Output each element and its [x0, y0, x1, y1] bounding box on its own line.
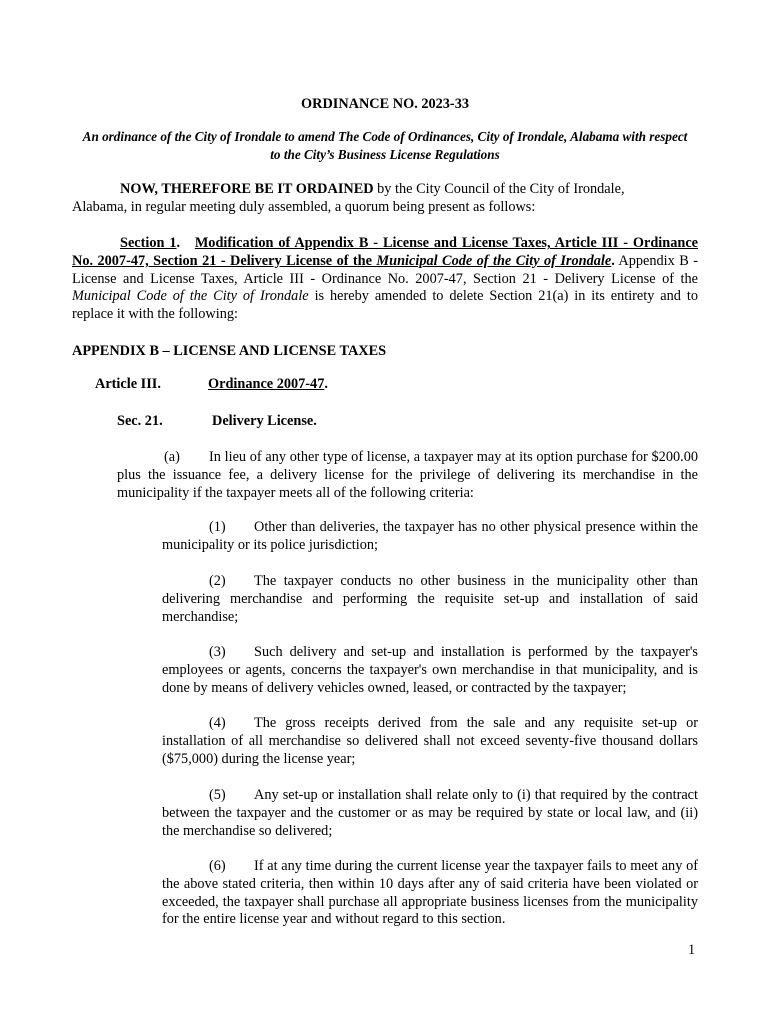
ordained-line-1	[72, 181, 698, 199]
criterion-4	[162, 715, 698, 768]
criterion-text: If at any time during the current license year the taxpayer fails to meet any of the above stated criteria, then within 10 days after any of said criteria have been violated or exceeded, the taxpayer shall purchase all appropriate business licenses from the municipality for the entire license year and without regard to this section.	[162, 858, 698, 928]
criterion-1	[162, 519, 698, 555]
appendix-heading: APPENDIX B – LICENSE AND LICENSE TAXES	[72, 343, 387, 359]
criterion-text: Any set-up or installation shall relate only to (i) that required by the contract between the taxpayer and the customer or as may be required by state or local law, and (ii) the merchandise so delivered;	[162, 787, 698, 839]
section-1-label: Section 1	[120, 235, 177, 251]
section-1-text-b: is hereby amended to delete Section 21(a) in its entirety and to replace it with the following:	[72, 288, 698, 323]
ordinance-subtitle: An ordinance of the City of Irondale to amend The Code of Ordinances, City of Irondale, Alabama with respect to the City’s Business License Regulations	[82, 129, 688, 162]
criterion-marker: (4)	[209, 715, 226, 731]
section-1-paragraph: Section 1. Modification of Appendix B - License and License Taxes, Article III - Ordinance No. 2007-47, Section 21 - Delivery License of the Municipal Code of the City of Irondale. Appendix B - License and License Taxes, Article III - Ordinance No. 2007-47, Section 21 - Delivery License of the Municipal Code of the City of Irondale is hereby amended to delete Section 21(a) in its entirety and to replace it with the following:	[72, 235, 699, 323]
criterion-marker: (1)	[209, 519, 226, 535]
article-row: Article III. Ordinance 2007-47.	[95, 376, 328, 392]
paragraph-a-marker: (a)	[164, 449, 180, 465]
criterion-marker: (6)	[209, 858, 226, 874]
criterion-text: The taxpayer conducts no other business in the municipality other than delivering merchandise and performing the requisite set-up and installation of said merchandise;	[162, 573, 698, 625]
article-label: Article III.	[95, 376, 161, 392]
ordained-line1-rest: by the City Council of the City of Irondale,	[373, 181, 625, 197]
criterion-6	[162, 858, 698, 929]
paragraph-a	[117, 449, 698, 502]
section-21-row	[117, 413, 317, 431]
ordained-paragraph	[72, 181, 698, 217]
section-1-heading-text: Modification of Appendix B - License and License Taxes, Article III - Ordinance No. 2007-47, Section 21 - Delivery License of the	[72, 235, 699, 269]
section-21-heading: Delivery License.	[212, 413, 317, 429]
paragraph-a-text: In lieu of any other type of license, a taxpayer may at its option purchase for $200.00 plus the issuance fee, a delivery license for the privilege of delivering its merchandise in the municipality if the taxpayer meets all of the following criteria:	[117, 449, 698, 501]
criterion-text: The gross receipts derived from the sale and any requisite set-up or installation of all merchandise so delivered shall not exceed seventy-five thousand dollars ($75,000) during the license year;	[162, 715, 698, 767]
criterion-text: Other than deliveries, the taxpayer has no other physical presence within the municipality or its police jurisdiction;	[162, 519, 698, 553]
criterion-3	[162, 644, 698, 697]
section-21-label: Sec. 21.	[117, 413, 163, 429]
criterion-marker: (2)	[209, 573, 226, 589]
ordained-bold: NOW, THEREFORE BE IT ORDAINED	[120, 181, 374, 197]
section-1-heading-italic: Municipal Code of the City of Irondale	[376, 252, 612, 269]
ordinance-title: ORDINANCE NO. 2023-33	[301, 96, 469, 112]
criterion-marker: (3)	[209, 644, 226, 660]
criterion-text: Such delivery and set-up and installation is performed by the taxpayer's employees or agents, concerns the taxpayer's own merchandise in that municipality, and is done by means of delivery vehicles owned, leased, or contracted by the taxpayer;	[162, 644, 698, 696]
ordained-line-2: Alabama, in regular meeting duly assembled, a quorum being present as follows:	[72, 198, 536, 215]
criterion-2	[162, 573, 698, 626]
criterion-5	[162, 787, 698, 840]
page-number: 1	[688, 942, 696, 958]
section-1-text-italic: Municipal Code of the City of Irondale	[72, 288, 309, 305]
article-ordinance: Ordinance 2007-47	[208, 376, 325, 392]
criterion-marker: (5)	[209, 787, 226, 803]
section-1-text-a: Appendix B - License and License Taxes, Article III - Ordinance No. 2007-47, Section 21 - Delivery License of the	[72, 252, 698, 287]
